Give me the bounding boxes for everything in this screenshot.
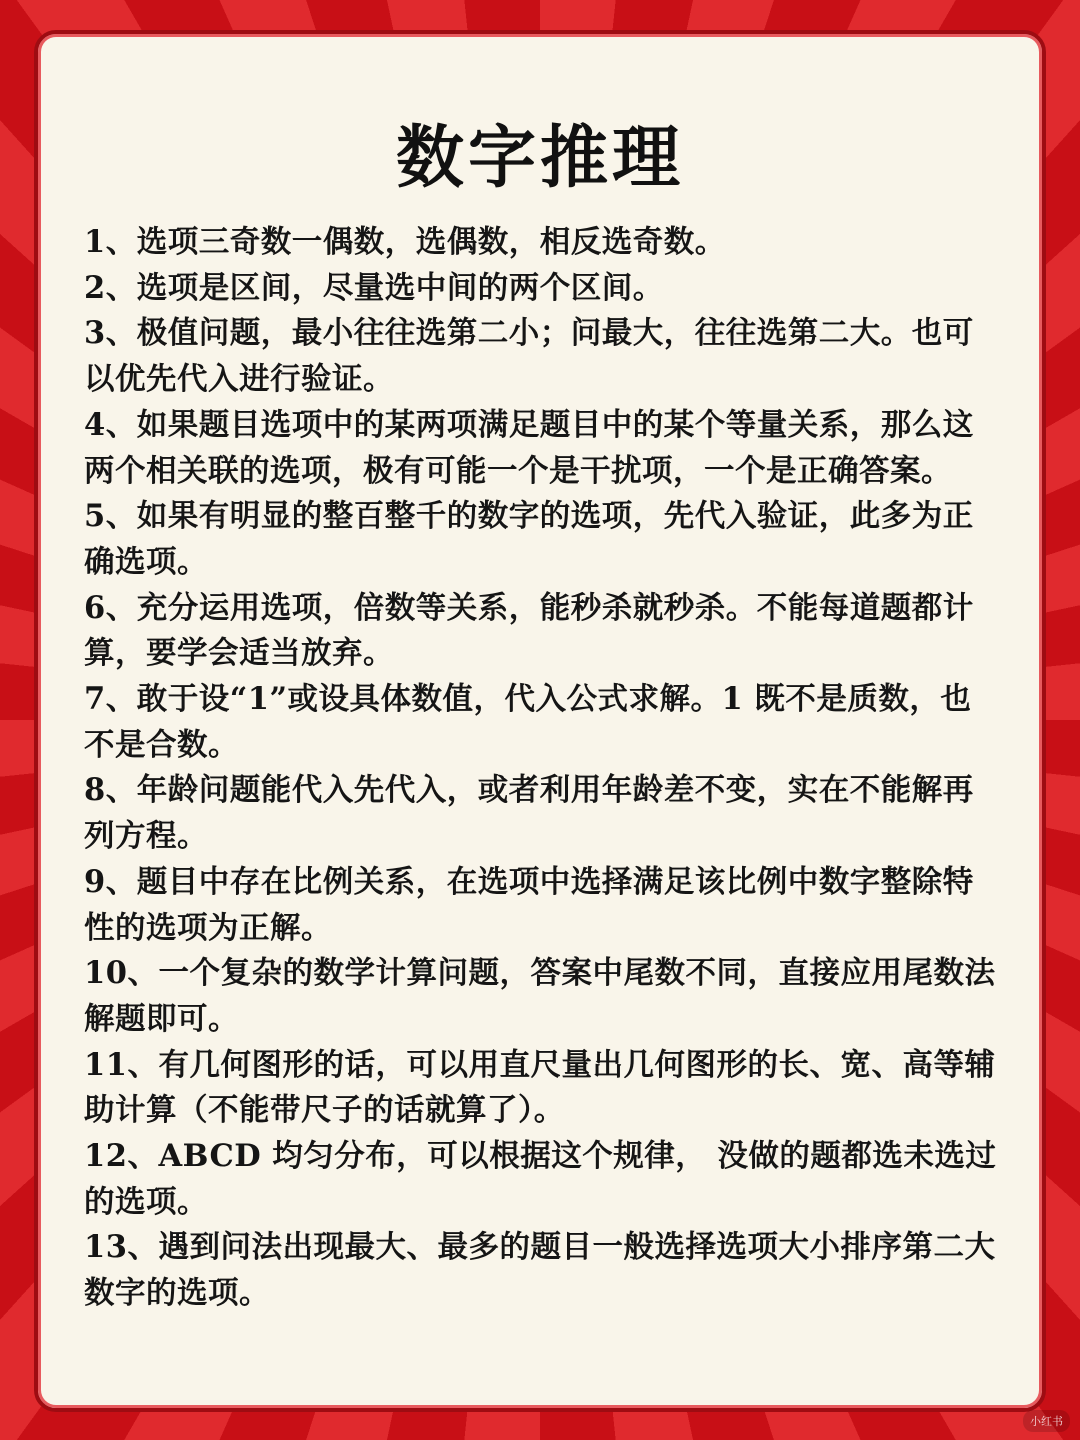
tip-item-12: 12、ABCD 均匀分布，可以根据这个规律， 没做的题都选未选过的选项。 [84, 1138, 997, 1220]
tip-item-11: 11、有几何图形的话，可以用直尺量出几何图形的长、宽、高等辅助计算（不能带尺子的话就算了）。 [84, 1046, 996, 1129]
tip-item-10: 10、一个复杂的数学计算问题，答案中尾数不同，直接应用尾数法解题即可。 [84, 955, 996, 1037]
tip-item-13: 13、遇到问法出现最大、最多的题目一般选择选项大小排序第二大数字的选项。 [84, 1229, 996, 1312]
page-title: 数字推理 [395, 118, 684, 198]
tip-item-6: 6、充分运用选项，倍数等关系，能秒杀就秒杀。不能每道题都计算，要学会适当放弃。 [84, 589, 974, 672]
tip-item-4: 4、如果题目选项中的某两项满足题目中的某个等量关系，那么这两个相关联的选项，极有可能一个是干扰项，一个是正确答案。 [84, 406, 974, 489]
watermark-logo: 小红书 [1023, 1410, 1070, 1432]
tip-item-2: 2、选项是区间，尽量选中间的两个区间。 [84, 269, 664, 306]
tips-list [84, 220, 998, 1317]
content-card [34, 30, 1046, 1412]
tip-item-9: 9、题目中存在比例关系，在选项中选择满足该比例中数字整除特性的选项为正解。 [84, 863, 974, 946]
tip-item-1: 1、选项三奇数一偶数，选偶数，相反选奇数。 [84, 224, 726, 260]
tip-item-8: 8、年龄问题能代入先代入，或者利用年龄差不变，实在不能解再列方程。 [84, 772, 974, 855]
tip-item-5: 5、如果有明显的整百整千的数字的选项，先代入验证，此多为正确选项。 [84, 498, 974, 580]
tip-item-3: 3、极值问题，最小往往选第二小；问最大，往往选第二大。也可以优先代入进行验证。 [84, 315, 974, 398]
tip-item-7: 7、敢于设“1”或设具体数值，代入公式求解。1 既不是质数，也不是合数。 [84, 681, 972, 763]
